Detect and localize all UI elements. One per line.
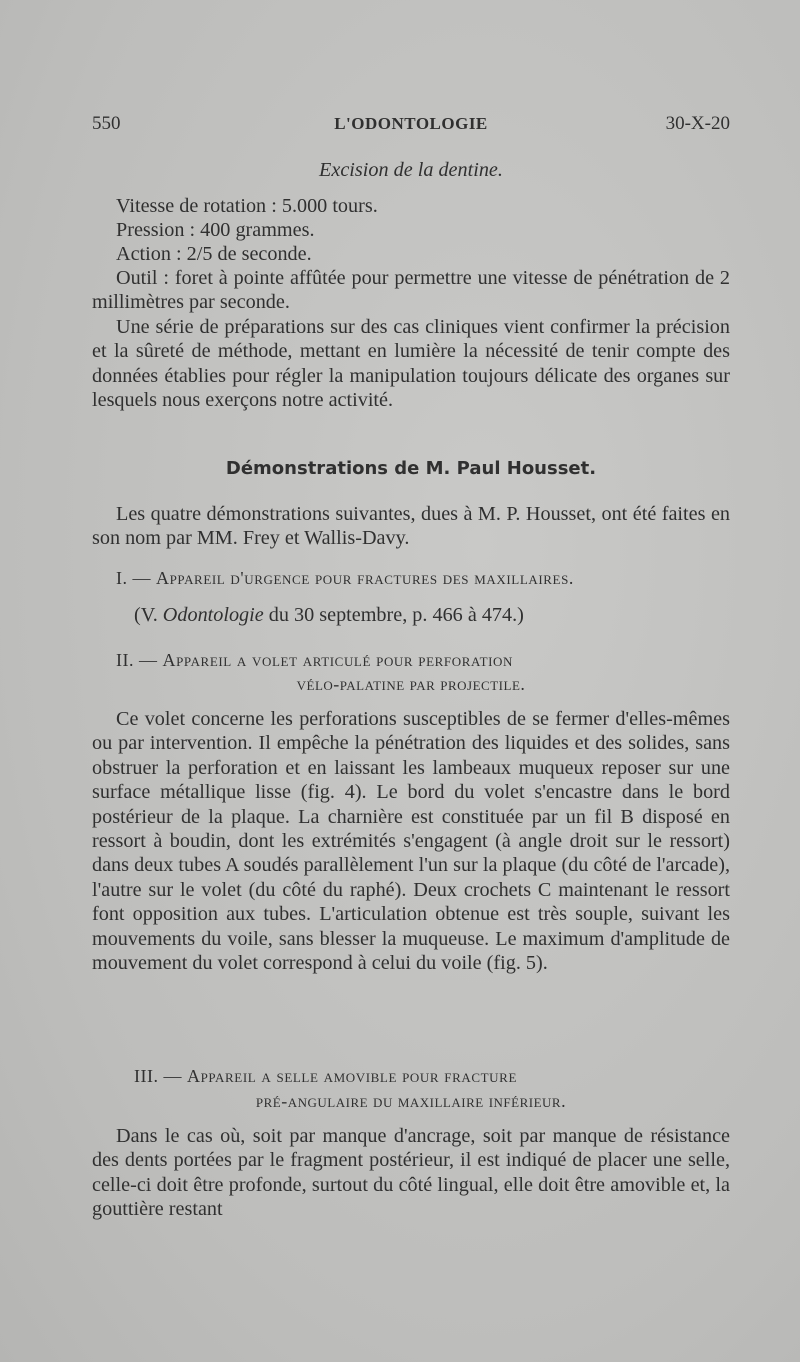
spec-line-action: Action : 2/5 de seconde. (116, 243, 312, 265)
item1-ref-prefix: (V. (134, 604, 158, 626)
item1-heading (116, 566, 730, 590)
section-title-excision: Excision de la dentine. (319, 159, 503, 181)
spec-line-pressure: Pression : 400 grammes. (116, 219, 315, 241)
item1-reference (134, 603, 730, 627)
book-page (92, 0, 730, 1362)
page-number: 550 (92, 113, 121, 134)
item2-paragraph: Ce volet concerne les perforations susceptibles de se fermer d'elles-mêmes ou par intervention. Il empêche la pénétration des liquides et des solides, sans obstruer la perforation et en laissant les lambeaux muqueux reposer sur une surface métallique lisse (fig. 4). Le bord du volet s'encastre dans le bord postérieur de la plaque. La charnière est constituée par un fil B disposé en ressort à boudin, dont les extrémités s'engagent (à angle droit sur le ressort) dans deux tubes A soudés parallèlement l'un sur la plaque (du côté de l'arcade), l'autre sur le volet (du côté du raphé). Deux crochets C maintenant le ressort font opposition aux tubes. L'articulation obtenue est très souple, suivant les mouvements du voile, sans blesser la muqueuse. Le maximum d'amplitude de mouvement du volet correspond à celui du voile (fig. 5). (92, 708, 730, 975)
spec-line-tool: Outil : foret à pointe affûtée pour permettre une vitesse de pénétration de 2 millimètres par seconde. (92, 267, 730, 314)
item1-ref-suffix: du 30 septembre, p. 466 à 474.) (268, 604, 524, 626)
section-title-demonstrations: Démonstrations de M. Paul Housset. (225, 458, 597, 479)
item1-title: Appareil d'urgence pour fractures des maxillaires. (156, 568, 575, 588)
item2-title-line2: vélo-palatine par projectile. (296, 674, 526, 694)
running-head (92, 112, 730, 138)
journal-title: L'ODONTOLOGIE (334, 114, 488, 133)
item1-ref-journal: Odontologie (162, 604, 264, 626)
item1-number: I. — (116, 568, 151, 588)
excision-paragraph: Une série de préparations sur des cas cliniques vient confirmer la précision et la sûreté de méthode, mettant en lumière la nécessité de tenir compte des données établies pour régler la manipulation toujours délicate des organes sur lesquels nous exerçons notre activité. (92, 316, 730, 412)
item3-number: III. — (134, 1066, 182, 1086)
item3-paragraph: Dans le cas où, soit par manque d'ancrage, soit par manque de résistance des dents portées par le fragment postérieur, il est indiqué de placer une selle, celle-ci doit être profonde, surtout du côté lingual, elle doit être amovible et, la gouttière restant (92, 1125, 730, 1221)
issue-date: 30-X-20 (665, 113, 730, 134)
item2-title-line1: Appareil a volet articulé pour perforation (162, 650, 514, 670)
demonstrations-intro: Les quatre démonstrations suivantes, dues à M. P. Housset, ont été faites en son nom par MM. Frey et Wallis-Davy. (92, 503, 730, 550)
item2-heading-line1 (116, 648, 730, 672)
spec-line-speed: Vitesse de rotation : 5.000 tours. (116, 195, 378, 217)
item3-heading-line1 (134, 1064, 730, 1088)
item2-number: II. — (116, 650, 158, 670)
item3-title-line1: Appareil a selle amovible pour fracture (186, 1066, 517, 1086)
item3-title-line2: pré-angulaire du maxillaire inférieur. (255, 1091, 567, 1111)
